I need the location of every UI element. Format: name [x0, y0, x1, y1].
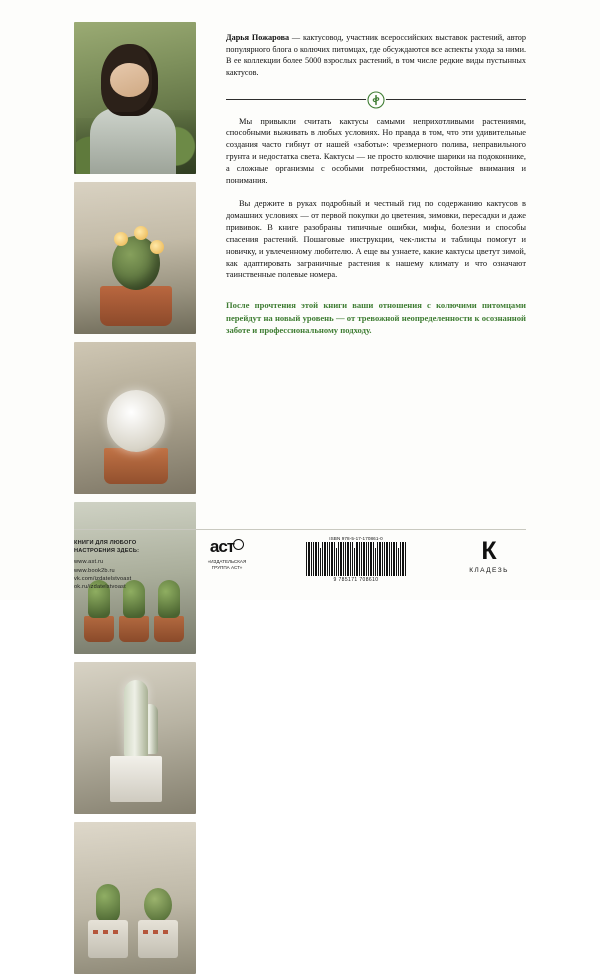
link-ok[interactable]: ok.ru/izdatelstvoast: [74, 584, 126, 591]
isbn-text: ISBN 978-5-17-170861-0: [329, 536, 383, 541]
footer: [74, 537, 526, 589]
publisher-slogan-block: [74, 539, 139, 591]
cactus-body: [144, 888, 172, 922]
terracotta-pot: [154, 616, 184, 642]
white-square-pot: [110, 756, 162, 802]
cactus-body: [96, 884, 120, 924]
author-name: Дарья Пожарова: [226, 33, 290, 43]
body-paragraph: Мы привыкли считать кактусы самыми неприхотливыми растениями, способными выживать в любых условиях. Но правда в том, что эти удивительные создания часто гибнут от нашей «заботы»: чрезмерного полива, неправильного грунта и недостатка света. Кактусы — не просто колючие шарики на подоконнике, а сложные организмы с особыми потребностями, достойные внимания и понимания.: [226, 116, 526, 186]
cactus-main-stem: [124, 680, 148, 758]
publisher-logo-block: [452, 537, 526, 574]
cactus-flower: [134, 226, 148, 240]
ast-logo-icon: [192, 537, 262, 557]
ast-caption: [192, 559, 262, 571]
ast-logo-text: аст: [209, 537, 235, 556]
slogan-line-2: НАСТРОЕНИЯ ЗДЕСЬ:: [74, 548, 140, 555]
portrait-body: [90, 108, 176, 174]
publisher-links: [74, 558, 139, 591]
section-divider: [226, 88, 526, 110]
flowering-cactus-photo: [74, 182, 196, 334]
woolly-cactus-photo: [74, 342, 196, 494]
terracotta-pot: [100, 286, 172, 326]
slogan-line-1: КНИГИ ДЛЯ ЛЮБОГО: [74, 540, 137, 546]
publisher-name: КЛАДЕЗЬ: [469, 567, 509, 574]
decorated-pot: [138, 920, 178, 958]
author-portrait-photo: [74, 22, 196, 174]
shelf-cacti-photo: [74, 822, 196, 974]
link-ast-ru[interactable]: www.ast.ru: [74, 559, 104, 566]
ast-logo-block: [192, 537, 262, 571]
photo-column: [74, 22, 196, 974]
footer-divider: [74, 529, 526, 530]
cactus-flower: [114, 232, 128, 246]
woolly-cactus-body: [107, 390, 165, 452]
body-paragraph: Вы держите в руках подробный и честный гид по содержанию кактусов в домашних условиях — от первой покупки до цветения, зимовки, пересадки и даже прививок. В книге разобраны типичные ошибки, мифы, болезни и способы спасения растений. Пошаговые инструкции, чек-листы и таблицы помогут и новичку, и увлеченному любителю. А еще вы узнаете, какие кактусы цветут зимой, как адаптировать заграничные растения к нашему климату и что означают таинственные полевые номера.: [226, 199, 526, 280]
barcode-number: 9 785171 708610: [333, 577, 379, 583]
cactus-flower: [150, 240, 164, 254]
author-bio-text: — кактусовод, участник всероссийских выставок растений, автор популярного блога о колючих питомцах, где обсуждаются все аспекты ухода за ними. В ее коллекции более 5000 взрослых растений, в том числе редкие виды пустынных кактусов.: [226, 33, 526, 77]
terracotta-pot: [104, 448, 168, 484]
cactus-emblem-icon: [366, 90, 386, 110]
barcode-icon: [302, 542, 410, 576]
isbn-block: [302, 536, 410, 583]
potted-cactus: [119, 616, 149, 642]
potted-cactus: [84, 616, 114, 642]
highlight-paragraph: После прочтения этой книги ваши отношения с колючими питомцами перейдут на новый уровень — от тревожной неопределенности к осознанной заботе и профессиональному подходу.: [226, 300, 526, 336]
portrait-hair: [101, 44, 158, 116]
link-vk[interactable]: vk.com/izdatelstvoast: [74, 575, 132, 582]
terracotta-pot: [119, 616, 149, 642]
link-book24-ru[interactable]: www.book2b.ru: [74, 567, 115, 574]
kladez-logo-icon: К: [481, 537, 497, 565]
ast-caption-line-2: ГРУППА АСТ»: [211, 565, 243, 570]
terracotta-pot: [84, 616, 114, 642]
tall-cactus-photo: [74, 662, 196, 814]
ast-caption-line-1: «ИЗДАТЕЛЬСКАЯ: [207, 559, 247, 564]
potted-cactus: [154, 616, 184, 642]
author-bio: [226, 32, 526, 78]
decorated-pot: [88, 920, 128, 958]
ast-logo-ring-icon: [233, 539, 244, 550]
text-column: [226, 24, 526, 345]
